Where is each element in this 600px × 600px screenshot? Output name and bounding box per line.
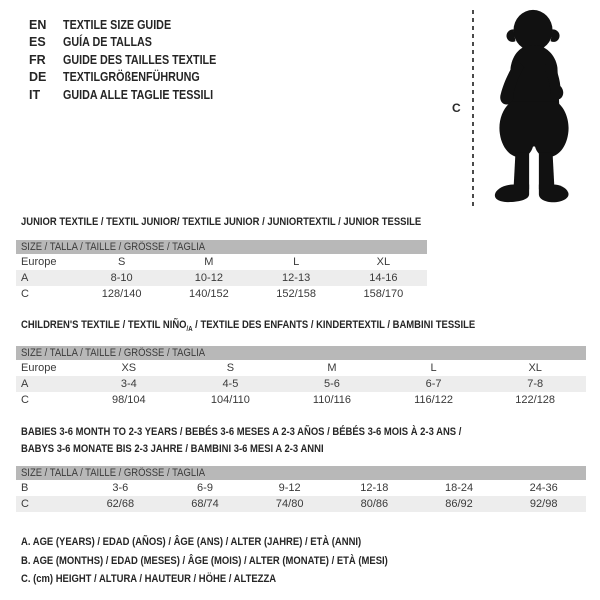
- table-cell: 68/74: [191, 498, 219, 510]
- height-measure-dashed-line: [472, 10, 474, 206]
- language-row-it: [29, 86, 241, 104]
- junior-size-table: [16, 240, 427, 302]
- table-cell: 140/152: [188, 288, 229, 300]
- note-text: C. (cm) HEIGHT / ALTURA / HAUTEUR / HÖHE / ALTEZZA: [21, 573, 277, 585]
- table-cell: S: [226, 362, 235, 374]
- table-cell: 6-9: [197, 482, 213, 494]
- note-age-years: [21, 536, 448, 555]
- table-row: [16, 360, 586, 376]
- size-header-bar: [16, 240, 427, 254]
- table-cell: 5-6: [324, 378, 340, 390]
- language-title: GUIDE DES TAILLES TEXTILE: [63, 52, 217, 67]
- note-age-months: [21, 555, 448, 574]
- children-table-title: [21, 319, 549, 333]
- toddler-silhouette: [484, 6, 584, 206]
- note-height-cm: [21, 573, 448, 592]
- table-cell: L: [293, 256, 300, 268]
- table-cell: 12-13: [282, 272, 311, 284]
- babies-table-title-text1: BABIES 3-6 MONTH TO 2-3 YEARS / BEBÉS 3-6 MESES A 2-3 AÑOS / BÉBÉS 3-6 MOIS À 2-3 ANS /: [21, 426, 462, 438]
- language-title: TEXTILGRÖßENFÜHRUNG: [63, 70, 200, 85]
- table-cell: 116/122: [414, 394, 454, 406]
- table-cell: 152/158: [276, 288, 316, 300]
- language-code: IT: [29, 87, 41, 102]
- note-text: B. AGE (MONTHS) / EDAD (MESES) / ÂGE (MOIS) / ALTER (MONATE) / ETÀ (MESI): [21, 554, 388, 567]
- table-cell: 14-16: [369, 272, 398, 284]
- table-cell: 92/98: [529, 498, 558, 510]
- table-cell: 7-8: [527, 378, 544, 390]
- row-label: A: [21, 272, 29, 284]
- size-header-text: SIZE / TALLA / TAILLE / GRÖSSE / TAGLIA: [21, 467, 206, 479]
- title-suffix: / TEXTILE DES ENFANTS / KINDERTEXTIL / BAMBINI TESSILE: [192, 319, 476, 331]
- language-row-de: [29, 69, 241, 87]
- row-label: A: [21, 378, 29, 390]
- table-cell: 74/80: [275, 498, 304, 510]
- table-cell: 158/170: [363, 288, 404, 300]
- table-cell: 86/92: [445, 498, 473, 510]
- table-cell: XL: [376, 256, 391, 268]
- table-cell: 6-7: [425, 378, 442, 390]
- size-header-bar: [16, 466, 586, 480]
- table-cell: 3-6: [112, 482, 129, 494]
- table-cell: L: [430, 362, 437, 374]
- language-title: TEXTILE SIZE GUIDE: [63, 17, 172, 32]
- babies-table-title-line1: [21, 426, 533, 438]
- language-row-fr: [29, 51, 241, 69]
- title-prefix: CHILDREN'S TEXTILE / TEXTIL NIÑO: [21, 319, 187, 331]
- junior-table-title-text: JUNIOR TEXTILE / TEXTIL JUNIOR/ TEXTILE JUNIOR / JUNIORTEXTIL / JUNIOR TESSILE: [21, 216, 422, 228]
- table-cell: XS: [121, 362, 137, 374]
- language-title: GUÍA DE TALLAS: [63, 35, 152, 50]
- size-header-text: SIZE / TALLA / TAILLE / GRÖSSE / TAGLIA: [21, 241, 206, 253]
- table-cell: 9-12: [278, 482, 301, 494]
- table-cell: 10-12: [194, 272, 223, 284]
- row-label: C: [21, 288, 29, 300]
- table-row: [16, 270, 427, 286]
- table-cell: M: [327, 362, 337, 374]
- note-text: A. AGE (YEARS) / EDAD (AÑOS) / ÂGE (ANS) / ALTER (JAHRE) / ETÀ (ANNI): [21, 536, 362, 548]
- table-cell: S: [117, 256, 126, 268]
- table-cell: 12-18: [360, 482, 389, 494]
- language-title: GUIDA ALLE TAGLIE TESSILI: [63, 87, 214, 102]
- babies-table-title-text2: BABYS 3-6 MONATE BIS 2-3 JAHRE / BAMBINI 3-6 MESI A 2-3 ANNI: [21, 443, 324, 455]
- language-row-es: [29, 34, 241, 52]
- junior-table-title: [21, 216, 486, 228]
- language-code: ES: [29, 35, 46, 50]
- table-row: [16, 254, 427, 270]
- table-cell: 24-36: [529, 482, 558, 494]
- table-cell: XL: [528, 362, 542, 374]
- table-cell: 18-24: [444, 482, 474, 494]
- legend-notes: [21, 536, 448, 592]
- table-cell: M: [204, 256, 214, 268]
- row-label: B: [21, 482, 29, 494]
- babies-table-title-line2: [21, 443, 373, 455]
- table-cell: 122/128: [515, 394, 556, 406]
- table-row: [16, 392, 586, 408]
- table-row: [16, 286, 427, 302]
- table-cell: 98/104: [111, 394, 146, 406]
- table-row: [16, 496, 586, 512]
- babies-size-table: [16, 466, 586, 512]
- language-legend: [29, 16, 241, 104]
- table-cell: 4-5: [222, 378, 239, 390]
- children-size-table: [16, 346, 586, 408]
- height-measure-label: C: [452, 101, 461, 115]
- table-row: [16, 376, 586, 392]
- language-code: DE: [29, 70, 47, 85]
- language-code: FR: [29, 52, 46, 67]
- size-header-text: SIZE / TALLA / TAILLE / GRÖSSE / TAGLIA: [21, 347, 206, 359]
- table-cell: 104/110: [210, 394, 250, 406]
- row-label: Europe: [21, 256, 57, 268]
- children-table-title-text: [21, 319, 475, 333]
- row-label: Europe: [21, 362, 57, 374]
- table-cell: 110/116: [312, 394, 352, 406]
- table-row: [16, 480, 586, 496]
- language-code: EN: [29, 17, 47, 32]
- table-cell: 3-4: [120, 378, 137, 390]
- language-row-en: [29, 16, 241, 34]
- table-cell: 80/86: [360, 498, 389, 510]
- row-label: C: [21, 394, 29, 406]
- table-cell: 128/140: [101, 288, 142, 300]
- table-cell: 62/68: [106, 498, 135, 510]
- row-label: C: [21, 498, 29, 510]
- title-subscript: /A: [186, 326, 193, 334]
- size-header-bar: [16, 346, 586, 360]
- table-cell: 8-10: [110, 272, 133, 284]
